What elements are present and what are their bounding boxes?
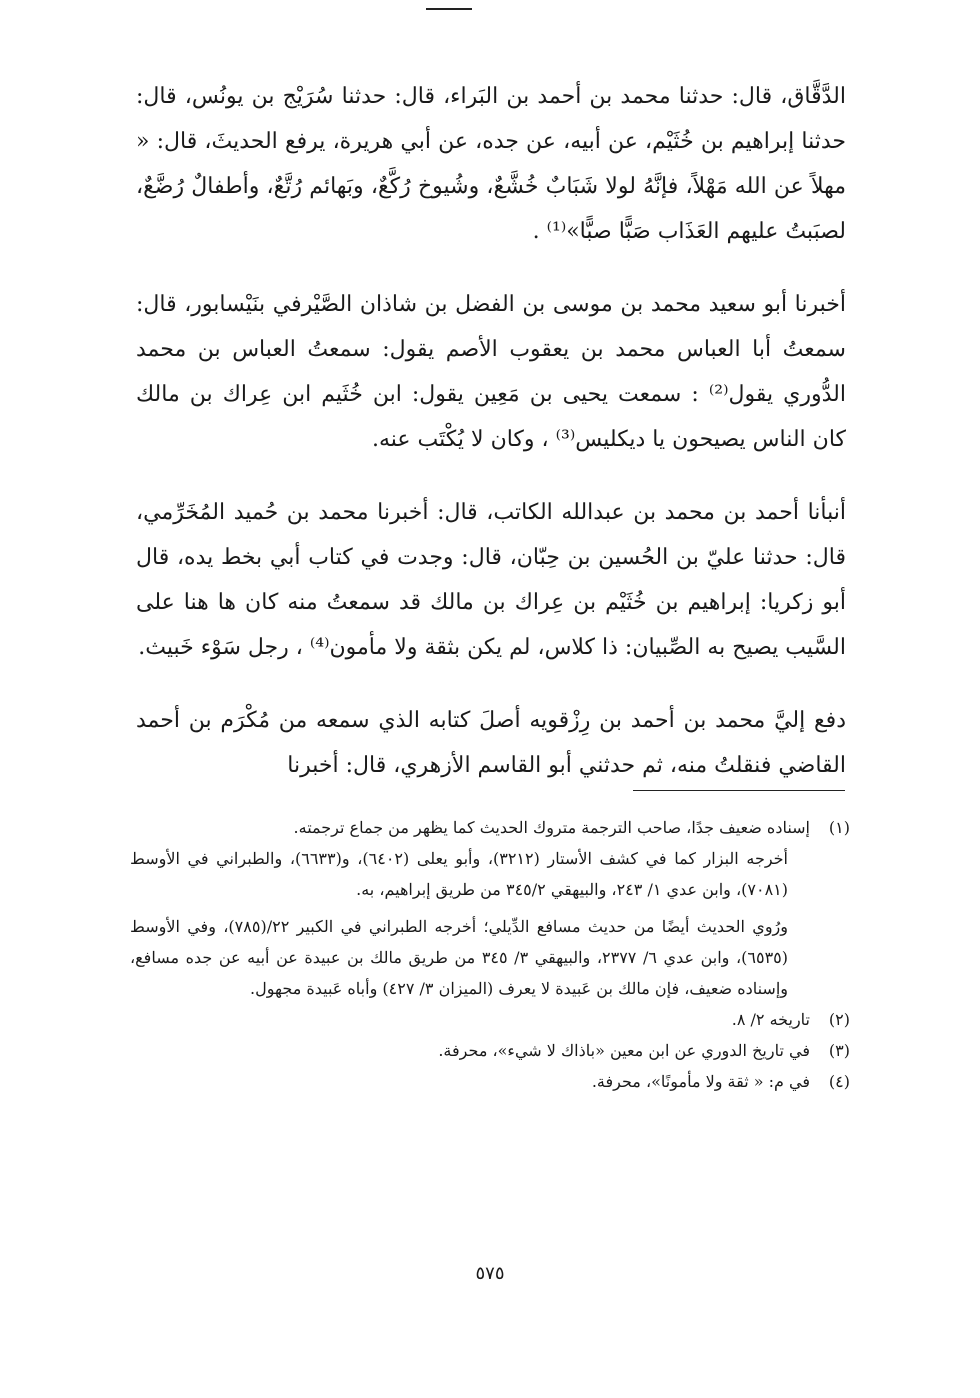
footnote-line: في تاريخ الدوري عن ابن معين «باذاك لا شيء»، محرفة. — [438, 1041, 810, 1060]
footnote-line: ورُوي الحديث أيضًا من حديث مسافع الدِّيلي؛ أخرجه الطبراني في الكبير ٢٢/(٧٨٥)، وفي الأوسط (٦٥٣٥)، وابن عدي ٦/ ٢٣٧٧، والبيهقي ٣/ ٣٤٥ من طريق مالك بن عبيدة عن أبيه عن جده مسافع، وإسناده ضعيف، فإن مالك بن عَبيدة لا يعرف (الميزان ٣/ ٤٢٧) وأباه عَبيدة مجهول. — [130, 917, 789, 998]
footnote-number: (٢) — [828, 1010, 850, 1029]
footnote — [130, 1004, 850, 1035]
page-number: ٥٧٥ — [475, 1263, 505, 1284]
footnotes — [130, 812, 850, 1097]
paragraph: أنبأنا أحمد بن محمد بن عبدالله الكاتب، قال: أخبرنا محمد بن حُميد المُخَرِّمي، قال: حدثنا عليّ بن الحُسين بن حِبّان، قال: وجدت في كتاب أبي بخط يده، قال أبو زكريا: إبراهيم بن خُثَيْم بن عِراك بن مالك قد سمعتُ منه كان ها هنا على السَّيب يصيح به الصِّبيان: ذا كلاس، لم يكن بثقة ولا مأمون⁽⁴⁾ ، رجل سَوْء خَبيث. — [136, 500, 846, 660]
footnote-line: تاريخه ٢/ ٨. — [731, 1010, 810, 1029]
footnote-number: (٣) — [828, 1041, 850, 1060]
paragraph: الدَّقَّاق، قال: حدثنا محمد بن أحمد بن البَراء، قال: حدثنا سُرَيْج بن يونُس، قال: حدثنا إبراهيم بن خُثَيْم، عن أبيه، عن جده، عن أبي هريرة، يرفع الحديثَ، قال: « مهلاً عن الله مَهْلاً، فإنَّهُ لولا شَبَابٌ خُشَّعٌ، وشُيوخ رُكَّعٌ، وبَهائم رُتَّعٌ، وأطفالٌ رُضَّعٌ، لصبَبتُ عليهم العَذَاب صَبًّا صبًّا»⁽¹⁾ . — [136, 84, 846, 244]
footnote — [130, 1066, 850, 1097]
footnote-number: (١) — [828, 818, 850, 837]
footnote-line: أخرجه البزار كما في كشف الأستار (٣٢١٢)، وأبو يعلى (٦٤٠٢)، و(٦٦٣٣)، والطبراني في الأوسط (٧٠٨١)، وابن عدي ١/ ٢٤٣، والبيهقي ٣٤٥/٢ من طريق إبراهيم، به. — [130, 849, 788, 899]
paragraph: دفع إليَّ محمد بن أحمد بن رِزْقويه أصلَ كتابه الذي سمعه من مُكْرَم بن أحمد القاضي فنقلتُ منه، ثم حدثني أبو القاسم الأزهري، قال: أخبرنا — [136, 708, 846, 778]
main-text — [136, 74, 846, 816]
footnote — [130, 812, 850, 1004]
footnote-line: في م: « ثقة ولا مأمونًا»، محرفة. — [591, 1072, 810, 1091]
footnote-line: إسناده ضعيف جدًا، صاحب الترجمة متروك الحديث كما يظهر من جماع ترجمته. — [293, 818, 810, 837]
footnote — [130, 1035, 850, 1066]
paragraph: أخبرنا أبو سعيد محمد بن موسى بن الفضل بن شاذان الصَّيْرفي بنَيْسابور، قال: سمعتُ أبا العباس محمد بن يعقوب الأصم يقول: سمعتُ العباس بن محمد الدُّوري يقول⁽²⁾ : سمعت يحيى بن مَعِين يقول: ابن خُثَيم ابن عِراك بن مالك كان الناس يصيحون يا ديكليس⁽³⁾ ، وكان لا يُكْتَب عنه. — [136, 292, 846, 452]
footnote-separator — [633, 790, 845, 791]
top-rule — [426, 8, 472, 10]
footnote-number: (٤) — [828, 1072, 850, 1091]
